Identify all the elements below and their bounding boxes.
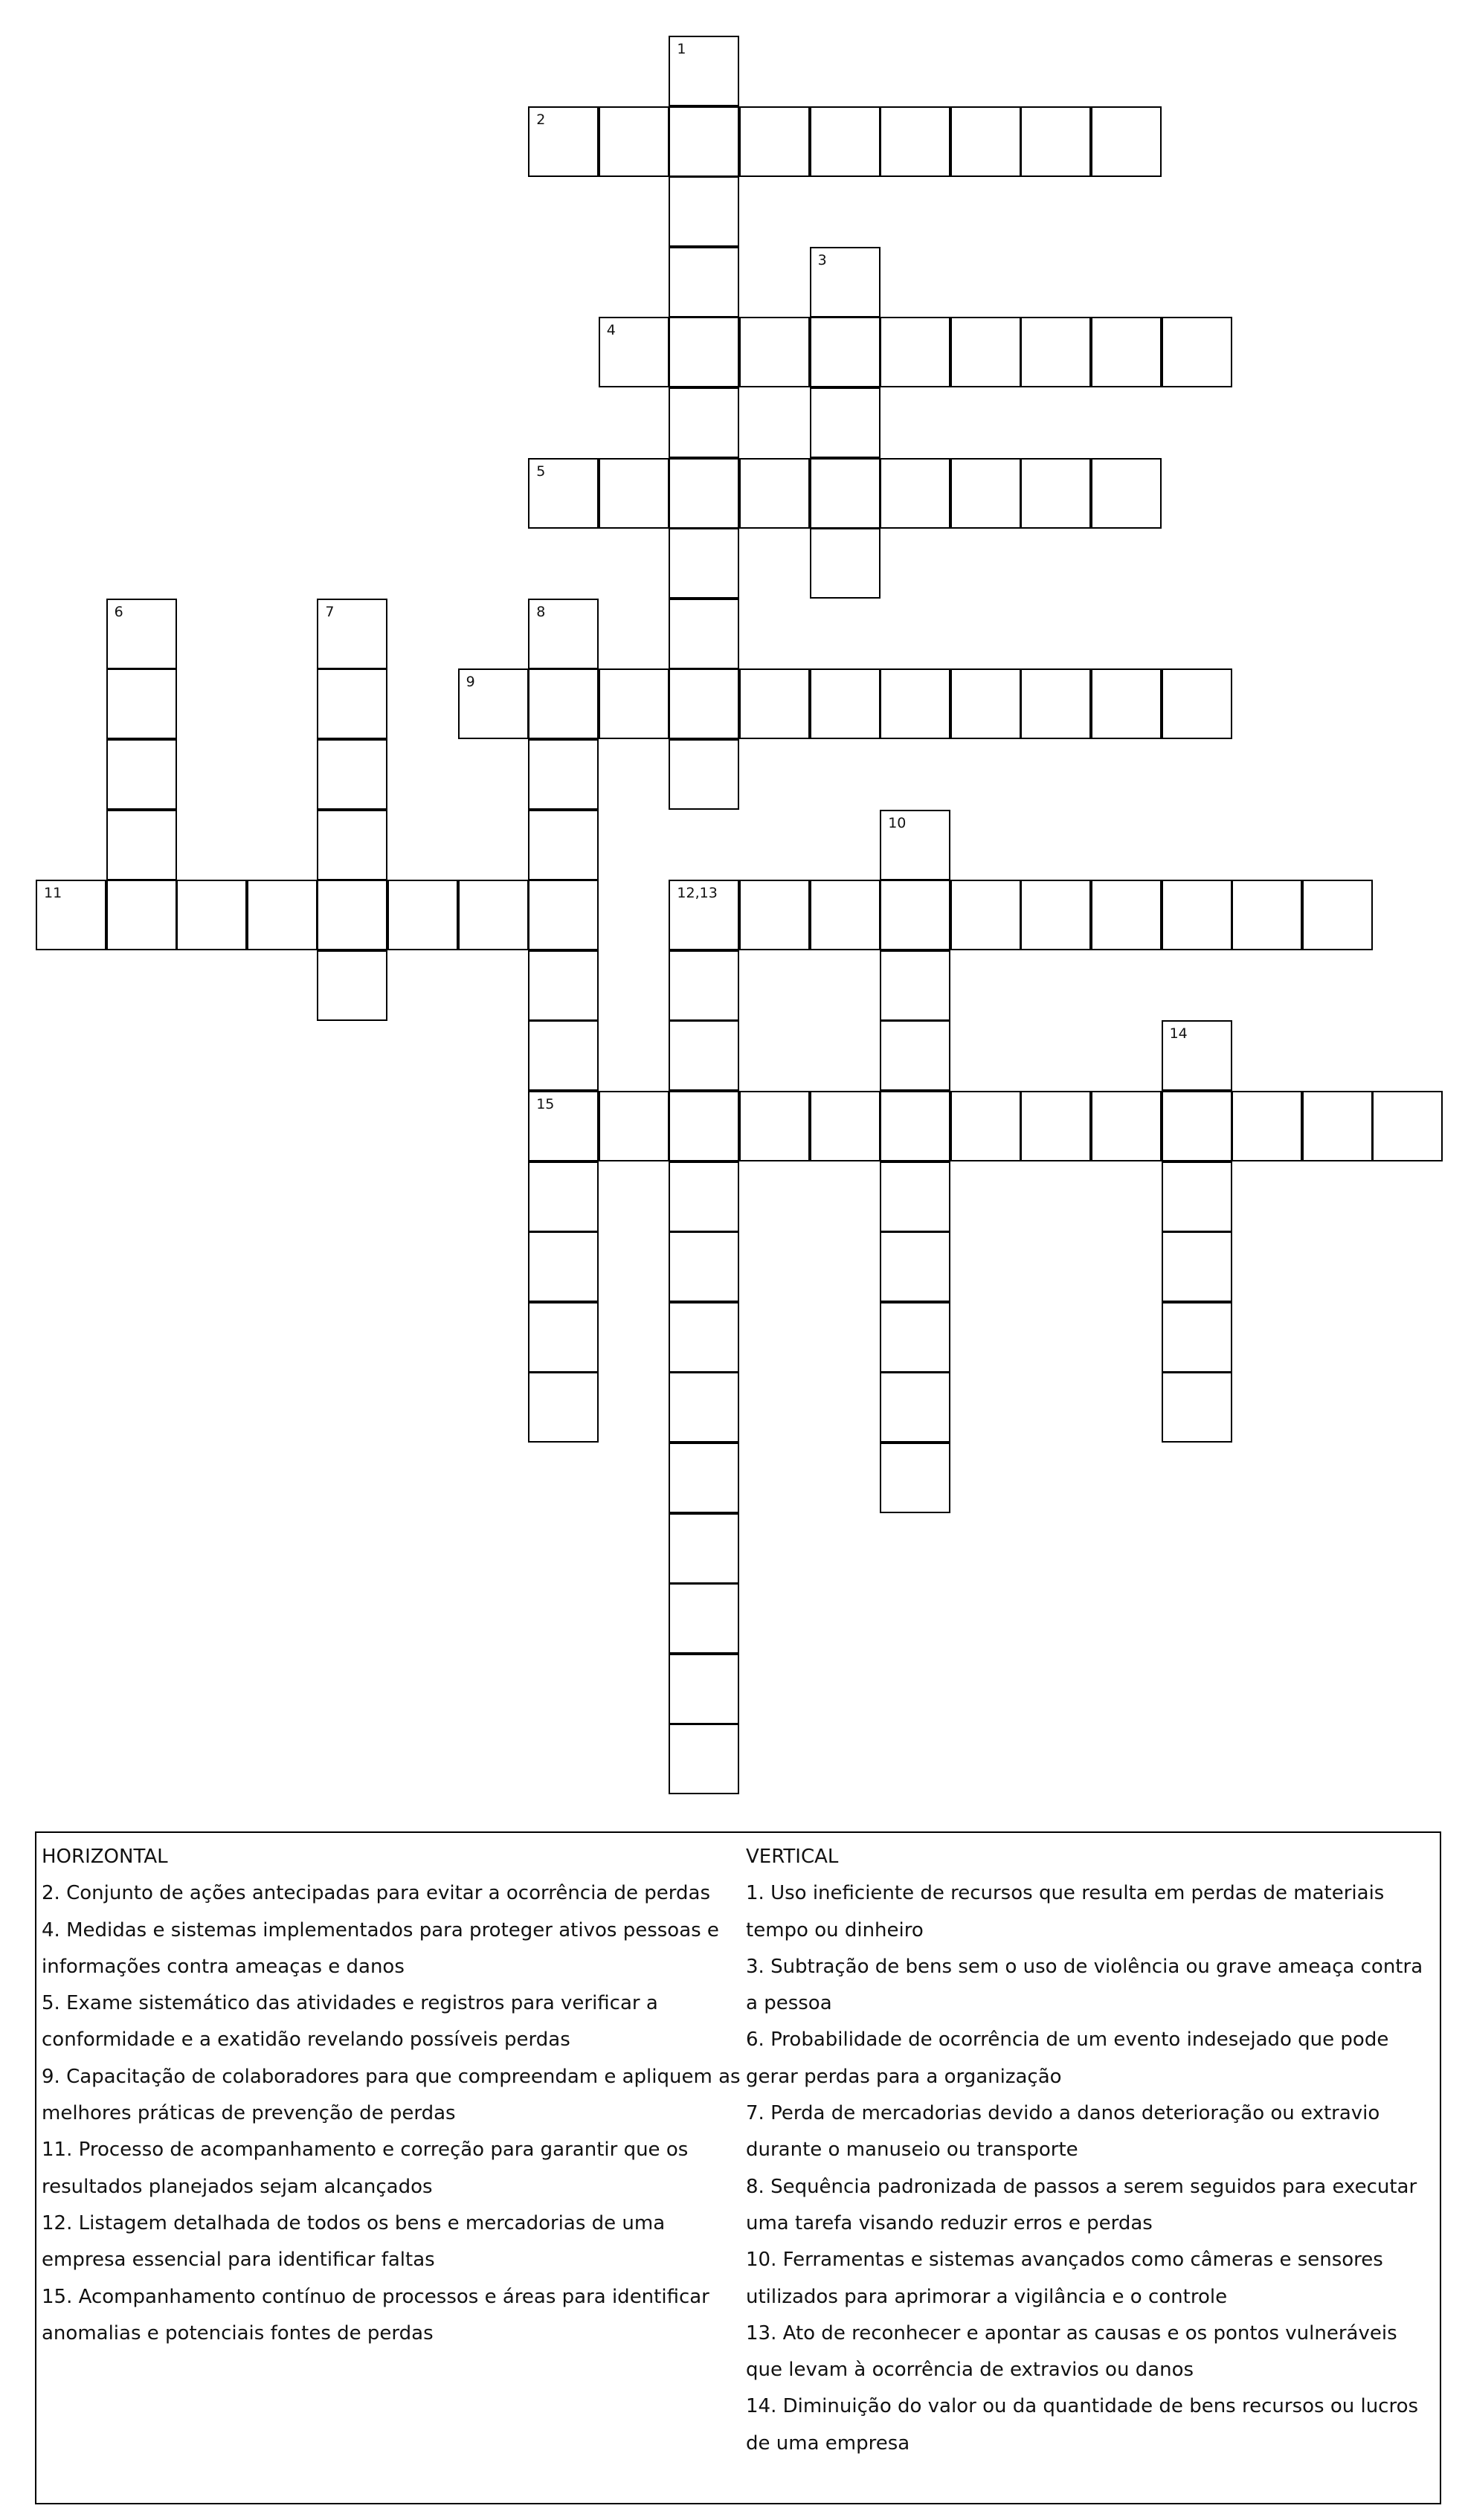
grid-cell[interactable] xyxy=(810,247,881,318)
grid-cell[interactable] xyxy=(528,880,599,950)
grid-cell[interactable] xyxy=(1372,1091,1443,1161)
grid-cell[interactable] xyxy=(317,599,387,669)
num-10: 10 xyxy=(888,814,907,831)
grid-cell[interactable] xyxy=(528,739,599,810)
num-11: 11 xyxy=(44,885,62,902)
grid-cell[interactable] xyxy=(528,106,599,177)
grid-cell[interactable] xyxy=(810,1091,881,1161)
grid-cell[interactable] xyxy=(1162,1372,1232,1443)
grid-cell[interactable] xyxy=(669,1302,739,1373)
grid-cell[interactable] xyxy=(1162,668,1232,739)
num-2: 2 xyxy=(536,111,546,128)
clue-v-14: 14. Diminuição do valor ou da quantidade de bens recursos ou lucros de uma empresa xyxy=(746,2395,1419,2455)
grid-cell[interactable] xyxy=(528,950,599,1021)
clue-h-4: 4. Medidas e sistemas implementados para proteger ativos pessoas e informações contra ameaças e danos xyxy=(42,1918,719,1978)
grid-cell[interactable] xyxy=(950,880,1021,950)
grid-cell[interactable] xyxy=(317,739,387,810)
grid-cell[interactable] xyxy=(669,1513,739,1584)
grid-cell[interactable] xyxy=(528,1161,599,1232)
grid-cell[interactable] xyxy=(528,1020,599,1091)
grid-cell[interactable] xyxy=(599,106,669,177)
grid-cell[interactable] xyxy=(528,810,599,880)
grid-cell[interactable] xyxy=(810,880,881,950)
grid-cell[interactable] xyxy=(669,599,739,669)
grid-cell[interactable] xyxy=(950,668,1021,739)
num-12-13: 12,13 xyxy=(677,885,718,902)
clues-box xyxy=(35,1831,1441,2504)
grid-cell[interactable] xyxy=(1020,317,1091,387)
grid-cell[interactable] xyxy=(1020,880,1091,950)
grid-cell[interactable] xyxy=(528,1302,599,1373)
grid-cell[interactable] xyxy=(1162,1020,1232,1091)
grid-cell[interactable] xyxy=(599,1091,669,1161)
grid-cell[interactable] xyxy=(599,668,669,739)
grid-cell[interactable] xyxy=(317,668,387,739)
grid-cell[interactable] xyxy=(880,1231,950,1302)
grid-cell[interactable] xyxy=(669,880,739,950)
grid-cell[interactable] xyxy=(1091,317,1162,387)
grid-cell[interactable] xyxy=(950,458,1021,529)
grid-cell[interactable] xyxy=(669,247,739,318)
grid-cell[interactable] xyxy=(669,458,739,529)
grid-cell[interactable] xyxy=(1091,1091,1162,1161)
clue-h-11: 11. Processo de acompanhamento e correção para garantir que os resultados planejados sejam alcançados xyxy=(42,2139,689,2198)
grid-cell[interactable] xyxy=(599,317,669,387)
grid-cell[interactable] xyxy=(669,1091,739,1161)
grid-cell[interactable] xyxy=(880,458,950,529)
grid-cell[interactable] xyxy=(880,1020,950,1091)
grid-cell[interactable] xyxy=(880,1091,950,1161)
grid-cell[interactable] xyxy=(880,950,950,1021)
grid-cell[interactable] xyxy=(528,599,599,669)
grid-cell[interactable] xyxy=(528,1091,599,1161)
grid-cell[interactable] xyxy=(669,528,739,599)
grid-cell[interactable] xyxy=(669,176,739,247)
grid-cell[interactable] xyxy=(1162,1091,1232,1161)
num-14: 14 xyxy=(1169,1025,1188,1043)
grid-cell[interactable] xyxy=(1302,1091,1373,1161)
grid-cell[interactable] xyxy=(317,880,387,950)
grid-cell[interactable] xyxy=(669,1654,739,1724)
grid-cell[interactable] xyxy=(669,950,739,1021)
grid-cell[interactable] xyxy=(739,106,810,177)
grid-cell[interactable] xyxy=(810,528,881,599)
grid-cell[interactable] xyxy=(1162,1231,1232,1302)
grid-cell[interactable] xyxy=(669,106,739,177)
grid-cell[interactable] xyxy=(1020,668,1091,739)
horizontal-title: HORIZONTAL xyxy=(42,1846,168,1868)
grid-cell[interactable] xyxy=(1162,1161,1232,1232)
grid-cell[interactable] xyxy=(880,810,950,880)
grid-cell[interactable] xyxy=(880,1302,950,1373)
grid-cell[interactable] xyxy=(669,1443,739,1513)
grid-cell[interactable] xyxy=(739,668,810,739)
grid-cell[interactable] xyxy=(950,1091,1021,1161)
grid-cell[interactable] xyxy=(1091,668,1162,739)
grid-cell[interactable] xyxy=(1232,880,1302,950)
clue-h-9: 9. Capacitação de colaboradores para que compreendam e apliquem as melhores práticas de prevenção de perdas xyxy=(42,2065,741,2125)
grid-cell[interactable] xyxy=(36,880,106,950)
grid-cell[interactable] xyxy=(1020,106,1091,177)
grid-cell[interactable] xyxy=(458,880,529,950)
grid-cell[interactable] xyxy=(317,810,387,880)
grid-cell[interactable] xyxy=(739,1091,810,1161)
grid-cell[interactable] xyxy=(669,1583,739,1654)
grid-cell[interactable] xyxy=(106,599,177,669)
grid-cell[interactable] xyxy=(1020,1091,1091,1161)
grid-cell[interactable] xyxy=(106,810,177,880)
grid-cell[interactable] xyxy=(810,458,881,529)
grid-cell[interactable] xyxy=(1302,880,1373,950)
clue-v-13: 13. Ato de reconhecer e apontar as causas e os pontos vulneráveis que levam à ocorrência de extravios ou danos xyxy=(746,2321,1397,2382)
grid-cell[interactable] xyxy=(1091,106,1162,177)
grid-cell[interactable] xyxy=(810,106,881,177)
clue-v-7: 7. Perda de mercadorias devido a danos deterioração ou extravio durante o manuseio ou transporte xyxy=(746,2102,1380,2162)
grid-cell[interactable] xyxy=(106,739,177,810)
num-1: 1 xyxy=(677,41,686,57)
grid-cell[interactable] xyxy=(739,317,810,387)
num-8: 8 xyxy=(536,603,546,620)
grid-cell[interactable] xyxy=(669,387,739,458)
grid-cell[interactable] xyxy=(950,106,1021,177)
grid-cell[interactable] xyxy=(1020,458,1091,529)
num-4: 4 xyxy=(606,322,616,339)
grid-cell[interactable] xyxy=(880,1372,950,1443)
grid-cell[interactable] xyxy=(880,1161,950,1232)
grid-cell[interactable] xyxy=(458,668,529,739)
horizontal-clues xyxy=(42,1839,748,2352)
grid-cell[interactable] xyxy=(880,317,950,387)
clue-h-15: 15. Acompanhamento contínuo de processos e áreas para identificar anomalias e potenciais fontes de perdas xyxy=(42,2285,709,2345)
grid-cell[interactable] xyxy=(106,668,177,739)
num-3: 3 xyxy=(817,251,827,268)
grid-cell[interactable] xyxy=(1091,880,1162,950)
grid-cell[interactable] xyxy=(387,880,458,950)
grid-cell[interactable] xyxy=(810,668,881,739)
grid-cell[interactable] xyxy=(669,1231,739,1302)
grid-cell[interactable] xyxy=(950,317,1021,387)
num-5: 5 xyxy=(536,463,546,480)
grid-cell[interactable] xyxy=(669,1724,739,1794)
num-15: 15 xyxy=(536,1096,555,1112)
grid-cell[interactable] xyxy=(669,1161,739,1232)
grid-cell[interactable] xyxy=(599,458,669,529)
grid-cell[interactable] xyxy=(669,1372,739,1443)
grid-cell[interactable] xyxy=(739,458,810,529)
clue-v-1: 1. Uso ineficiente de recursos que resulta em perdas de materiais tempo ou dinheiro xyxy=(746,1882,1385,1941)
grid-cell[interactable] xyxy=(880,668,950,739)
grid-cell[interactable] xyxy=(106,880,177,950)
grid-cell[interactable] xyxy=(1162,880,1232,950)
clue-h-5: 5. Exame sistemático das atividades e registros para verificar a conformidade e a exatidão revelando possíveis perdas xyxy=(42,1992,658,2052)
clue-h-12: 12. Listagem detalhada de todos os bens e mercadorias de uma empresa essencial para identificar faltas xyxy=(42,2211,666,2272)
grid-cell[interactable] xyxy=(880,880,950,950)
vertical-clues xyxy=(746,1839,1438,2462)
grid-cell[interactable] xyxy=(528,458,599,529)
grid-cell[interactable] xyxy=(810,387,881,458)
grid-cell[interactable] xyxy=(528,668,599,739)
grid-cell[interactable] xyxy=(810,317,881,387)
clue-v-10: 10. Ferramentas e sistemas avançados como câmeras e sensores utilizados para aprimorar a vigilância e o controle xyxy=(746,2249,1383,2308)
num-7: 7 xyxy=(325,603,335,620)
grid-cell[interactable] xyxy=(317,950,387,1021)
grid-cell[interactable] xyxy=(880,106,950,177)
grid-cell[interactable] xyxy=(880,1443,950,1513)
clue-h-2: 2. Conjunto de ações antecipadas para evitar a ocorrência de perdas xyxy=(42,1882,711,1905)
grid-cell[interactable] xyxy=(669,1020,739,1091)
grid-cell[interactable] xyxy=(739,880,810,950)
grid-cell[interactable] xyxy=(1162,317,1232,387)
grid-cell[interactable] xyxy=(528,1231,599,1302)
clue-v-3: 3. Subtração de bens sem o uso de violência ou grave ameaça contra a pessoa xyxy=(746,1955,1423,2015)
vertical-title: VERTICAL xyxy=(746,1846,839,1868)
clue-v-6: 6. Probabilidade de ocorrência de um evento indesejado que pode gerar perdas para a organização xyxy=(746,2028,1389,2088)
grid-cell[interactable] xyxy=(1091,458,1162,529)
grid-cell[interactable] xyxy=(528,1372,599,1443)
grid-cell[interactable] xyxy=(1162,1302,1232,1373)
grid-cell[interactable] xyxy=(669,317,739,387)
num-6: 6 xyxy=(114,603,123,620)
grid-cell[interactable] xyxy=(176,880,247,950)
num-9: 9 xyxy=(466,674,475,691)
grid-cell[interactable] xyxy=(247,880,318,950)
grid-cell[interactable] xyxy=(1232,1091,1302,1161)
clue-v-8: 8. Sequência padronizada de passos a serem seguidos para executar uma tarefa visando reduzir erros e perdas xyxy=(746,2175,1417,2234)
grid-cell[interactable] xyxy=(669,739,739,810)
grid-cell[interactable] xyxy=(669,36,739,106)
grid-cell[interactable] xyxy=(669,668,739,739)
